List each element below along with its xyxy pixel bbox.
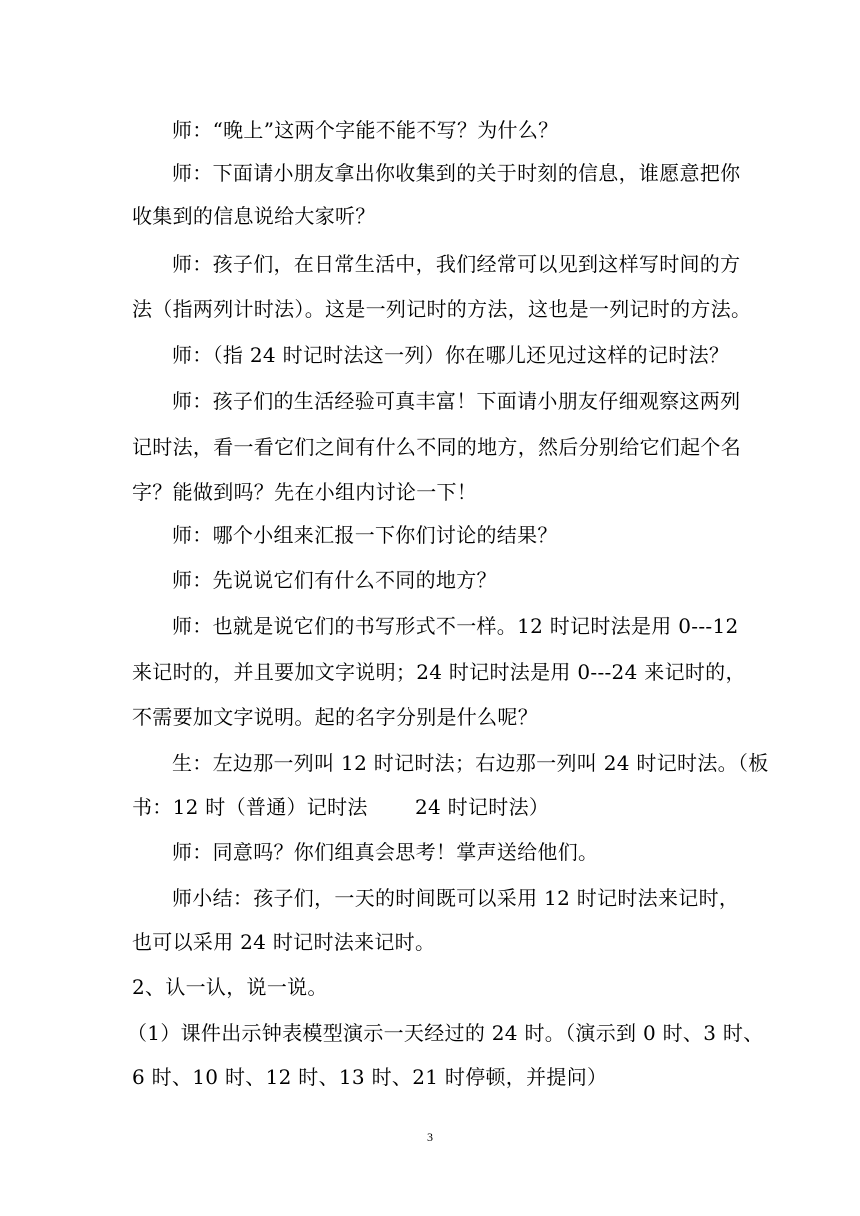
paragraph-line: 师：同意吗？你们组真会思考！掌声送给他们。 xyxy=(172,840,599,864)
paragraph-line: 不需要加文字说明。起的名字分别是什么呢？ xyxy=(132,705,538,729)
paragraph-line: 记时法，看一看它们之间有什么不同的地方，然后分别给它们起个名 xyxy=(132,435,741,459)
page-number: 3 xyxy=(427,1130,433,1144)
paragraph-line: 6 时、10 时、12 时、13 时、21 时停顿，并提问） xyxy=(132,1065,608,1089)
paragraph-line: 师：（指 24 时记时法这一列）你在哪儿还见过这样的记时法？ xyxy=(172,343,730,367)
paragraph-line: 字？能做到吗？先在小组内讨论一下！ xyxy=(132,480,478,504)
paragraph-line: 师：“晚上”这两个字能不能不写？为什么？ xyxy=(172,118,559,142)
paragraph-line: 师：也就是说它们的书写形式不一样。12 时记时法是用 0---12 xyxy=(172,614,739,638)
paragraph-line: 生：左边那一列叫 12 时记时法；右边那一列叫 24 时记时法。（板 xyxy=(172,751,769,775)
paragraph-line: 收集到的信息说给大家听？ xyxy=(132,204,376,228)
section-heading: 2、认一认，说一说。 xyxy=(132,975,328,999)
paragraph-line: 师：下面请小朋友拿出你收集到的关于时刻的信息，谁愿意把你 xyxy=(172,161,741,185)
paragraph-line: 师：先说说它们有什么不同的地方？ xyxy=(172,568,497,592)
paragraph-line: 师：哪个小组来汇报一下你们讨论的结果？ xyxy=(172,523,558,547)
paragraph-line: 也可以采用 24 时记时法来记时。 xyxy=(132,930,436,954)
paragraph-line: 来记时的，并且要加文字说明；24 时记时法是用 0---24 来记时的， xyxy=(132,660,746,684)
paragraph-line: 师小结：孩子们，一天的时间既可以采用 12 时记时法来记时， xyxy=(172,886,740,910)
paragraph-line: 师：孩子们的生活经验可真丰富！下面请小朋友仔细观察这两列 xyxy=(172,389,741,413)
paragraph-line: 师：孩子们，在日常生活中，我们经常可以见到这样写时间的方 xyxy=(172,252,741,276)
paragraph-line: 法（指两列计时法）。这是一列记时的方法，这也是一列记时的方法。 xyxy=(132,297,752,321)
paragraph-line: （1）课件出示钟表模型演示一天经过的 24 时。（演示到 0 时、3 时、 xyxy=(127,1021,764,1045)
paragraph-line: 书：12 时（普通）记时法 24 时记时法） xyxy=(132,795,550,819)
